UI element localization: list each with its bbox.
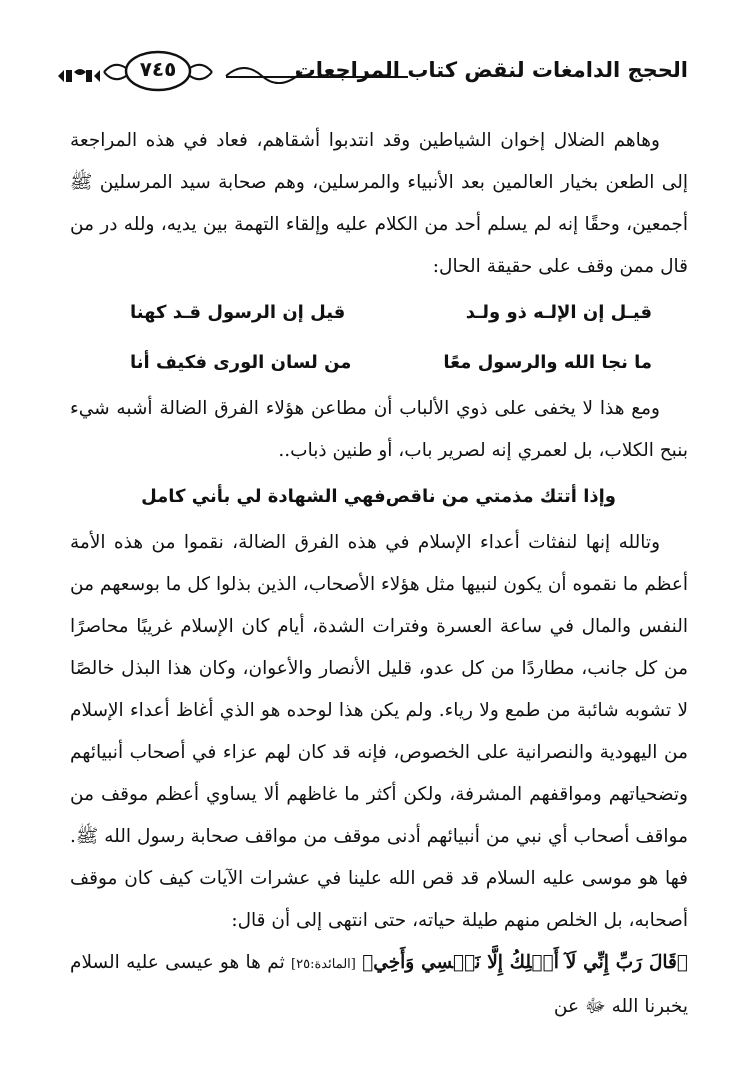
- verse-hemistich: فهي الشهادة لي بأني كامل: [141, 486, 386, 507]
- paragraph-1: وهاهم الضلال إخوان الشياطين وقد انتدبوا أشقاهم، فعاد في هذه المراجعة إلى الطعن بخيار العالمين بعد الأنبياء والمرسلين، وهم صحابة سيد المرسلين ﷺ أجمعين، وحقًا إنه لم يسلم أحد من الكلام عليه وإلقاء التهمة بين يديه، ولله در من قال ممن وقف على حقيقة الحال:: [70, 130, 688, 277]
- verse-hemistich: وإذا أتتك مذمتي من ناقص: [385, 486, 616, 507]
- verse-line-2: [70, 338, 688, 388]
- page-number-frame: [100, 48, 216, 94]
- quran-reference: [المائدة:٢٥]: [291, 957, 356, 972]
- header-title: الحجج الدامغات لنقض كتاب المراجعات: [294, 58, 688, 82]
- page-number: ٧٤٥: [139, 57, 177, 81]
- ornament-swirl-icon: [224, 62, 304, 84]
- verse-hemistich: من لسان الورى فكيف أنا: [130, 352, 352, 373]
- quran-quote: ﴿قَالَ رَبِّ إِنِّي لَآ أَمۡلِكُ إِلَّا نَفۡسِي وَأَخِي﴾: [362, 952, 688, 973]
- verse-hemistich: قيل إن الرسول قـد كهنا: [130, 302, 346, 323]
- ornament-left-icon: [56, 66, 100, 86]
- verse-hemistich: ما نجا الله والرسول معًا: [443, 352, 652, 373]
- continuation-text: ثم ها هو عيسى عليه السلام يخبرنا الله ﷻ عن: [70, 952, 688, 1017]
- verse-hemistich: قيـل إن الإلـه ذو ولـد: [465, 302, 652, 323]
- paragraph-2: ومع هذا لا يخفى على ذوي الألباب أن مطاعن هؤلاء الفرق الضالة أشبه شيء بنبح الكلاب، بل لعمري إنه لصرير باب، أو طنين ذباب..: [70, 398, 688, 461]
- verse-line-1: [70, 288, 688, 338]
- paragraph-3-continuation: [70, 942, 688, 1028]
- verse-line-3: [70, 472, 688, 522]
- paragraph-3: وتالله إنها لنفثات أعداء الإسلام في هذه الفرق الضالة، نقموا من هذه الأمة أعظم ما نقموه أن يكون لنبيها مثل هؤلاء الأصحاب، الذين بذلوا كل ما بوسعهم من النفس والمال في ساعة العسرة وفترات الشدة، أيام كان الإسلام غريبًا محاصرًا من كل جانب، مطاردًا من كل عدو، قليل الأنصار والأعوان، وكان هذا البذل خالصًا لا تشوبه شائبة من طمع ولا رياء. ولم يكن هذا لوحده هو الذي أغاظ أعداء الإسلام من اليهودية والنصرانية على الخصوص، فإنه قد كان لهم عزاء في أصحاب أنبيائهم وتضحياتهم ومواقفهم المشرفة، ولكن أكثر ما غاظهم ألا يساوي أعظم موقف من مواقف أصحاب أي نبي من أنبيائهم أدنى موقف من مواقف صحابة رسول الله ﷺ. فها هو موسى عليه السلام قد قص الله علينا في عشرات الآيات كيف كان موقف أصحابه، بل الخلص منهم طيلة حياته، حتى انتهى إلى أن قال:: [70, 532, 688, 931]
- main-text: [70, 120, 688, 1028]
- running-header: [56, 48, 688, 100]
